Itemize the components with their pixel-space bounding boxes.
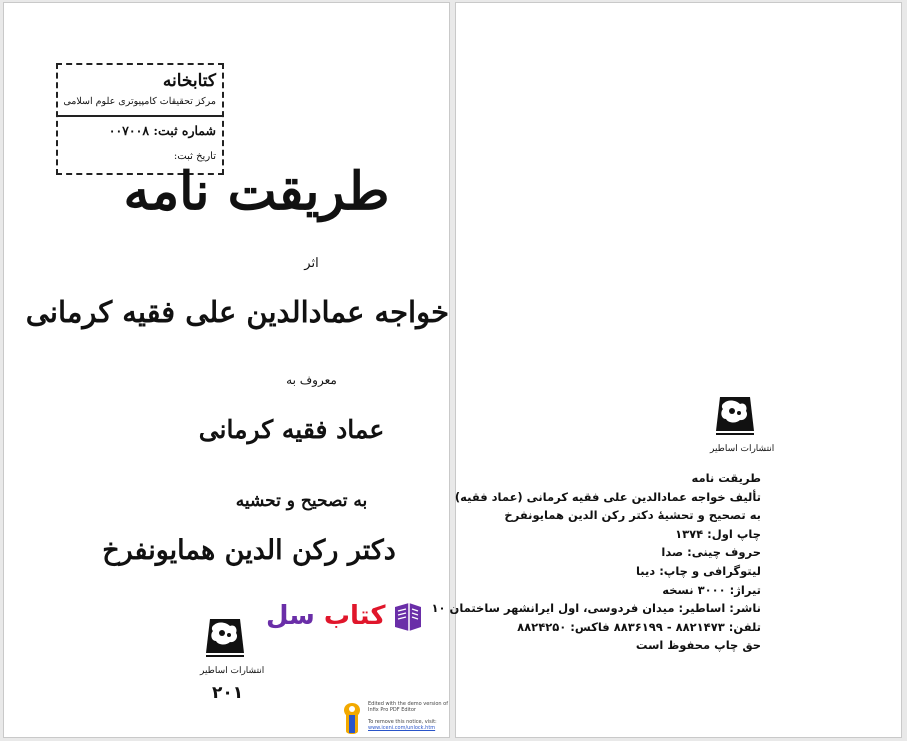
colophon-typesetting: حروف چینی: صدا bbox=[661, 545, 761, 560]
stamp-divider bbox=[58, 115, 222, 117]
stamp-registration bbox=[62, 123, 216, 138]
colophon-publisher: ناشر: اساطیر: میدان فردوسی، اول ایرانشهر ساختمان ۱۰ bbox=[431, 601, 761, 616]
watermark-text bbox=[266, 601, 385, 631]
stamp-registration-number: ۰۰۷۰۰۸ bbox=[108, 123, 150, 138]
colophon-print-run: تیراژ: ۳۰۰۰ نسخه bbox=[662, 582, 761, 597]
demo-line2: Infix Pro PDF Editor bbox=[368, 707, 416, 713]
known-name: عماد فقیه کرمانی bbox=[198, 415, 385, 444]
publisher-logo-icon bbox=[714, 393, 756, 437]
demo-notice bbox=[340, 701, 452, 737]
right-page bbox=[431, 2, 902, 738]
colophon-printing: لیتوگرافی و چاپ: دیبا bbox=[635, 563, 761, 578]
demo-line3: To remove this notice, visit: bbox=[368, 719, 437, 725]
colophon-copyright: حق چاپ محفوظ است bbox=[635, 638, 761, 653]
correction-label: به تصحیح و تحشیه bbox=[235, 491, 368, 511]
known-as-label: معروف به bbox=[286, 373, 337, 387]
watermark-logo bbox=[266, 599, 425, 633]
stamp-library: کتابخانه bbox=[162, 71, 216, 91]
publisher-caption: انتشارات اساطیر bbox=[710, 444, 775, 454]
stamp-date-label: تاریخ ثبت: bbox=[173, 151, 216, 162]
book-stack-icon bbox=[391, 599, 425, 633]
book-title: طریقت نامه bbox=[123, 161, 390, 222]
stamp-registration-label: شماره ثبت: bbox=[153, 123, 216, 138]
left-page bbox=[3, 2, 450, 738]
colophon-editor: به تصحیح و تحشیهٔ دکتر رکن الدین همایونفرخ bbox=[504, 508, 761, 523]
book-number: ۲۰۱ bbox=[212, 683, 244, 703]
author-name: خواجه عمادالدین علی فقیه کرمانی bbox=[25, 295, 449, 329]
library-stamp bbox=[56, 63, 224, 175]
demo-link[interactable]: www.iceni.com/unlock.htm bbox=[368, 725, 436, 731]
by-label: اثر bbox=[304, 256, 319, 271]
colophon-title: طریقت نامه bbox=[691, 471, 761, 485]
colophon bbox=[431, 469, 761, 655]
demo-line1: Edited with the demo version of bbox=[368, 701, 449, 707]
infix-logo-icon bbox=[340, 701, 364, 737]
stamp-center: مرکز تحقیقات کامپیوتری علوم اسلامی bbox=[63, 96, 216, 107]
watermark-part1: کتاب bbox=[323, 601, 386, 631]
publisher-logo-icon bbox=[204, 615, 246, 659]
watermark-part2: سل bbox=[266, 601, 315, 631]
publisher-caption: انتشارات اساطیر bbox=[200, 666, 265, 676]
colophon-author: تألیف خواجه عمادالدین علی فقیه کرمانی (عماد فقیه) bbox=[454, 489, 761, 504]
colophon-edition: چاپ اول: ۱۳۷۴ bbox=[675, 526, 761, 541]
editor-name: دکتر رکن الدین همایونفرخ bbox=[102, 535, 396, 566]
colophon-phone: تلفن: ۸۸۲۱۴۷۳ - ۸۸۳۶۱۹۹ فاکس: ۸۸۲۴۲۵۰ bbox=[517, 619, 761, 634]
